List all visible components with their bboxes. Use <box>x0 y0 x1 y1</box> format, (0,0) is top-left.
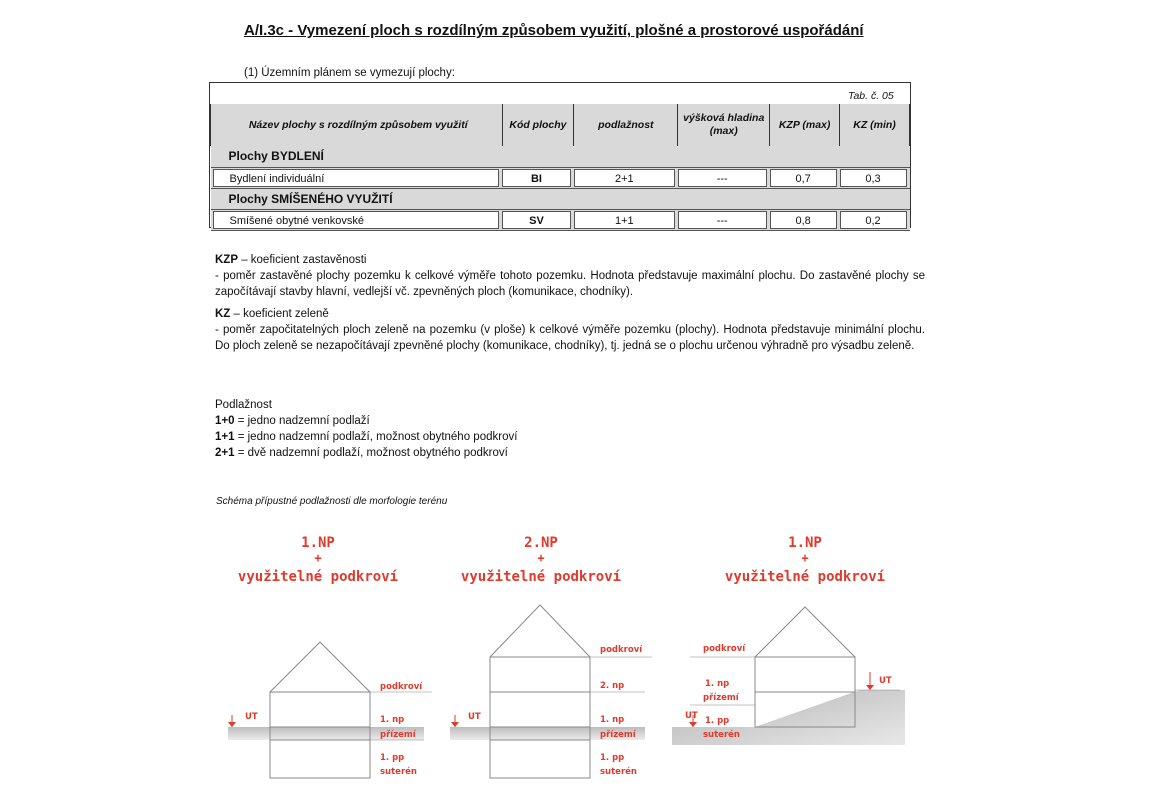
floors-code-1: 1+1 <box>215 431 235 443</box>
label-suteren-3: suterén <box>703 730 740 740</box>
group-label-bydleni: Plochy BYDLENÍ <box>211 146 910 167</box>
cell-code: SV <box>502 211 571 229</box>
diagram-2-top: 2.NP <box>524 535 558 551</box>
header-name: Název plochy s rozdílným způsobem využití <box>211 104 503 146</box>
floors-legend <box>215 397 925 461</box>
label-suteren-1: suterén <box>380 767 417 777</box>
intro-text: (1) Územním plánem se vymezují plochy: <box>244 67 455 79</box>
label-podkrovi-2: podkroví <box>600 645 643 655</box>
kzp-text: - poměr zastavěné plochy pozemku k celkové výměře tohoto pozemku. Hodnota představuje maximální plochu. Do zastavěné plochy se započítávají stavby hlavní, vedlejší vč. zpevněných ploch (komunikace, chodníky). <box>215 270 925 298</box>
kz-definition <box>215 306 925 354</box>
ut-label-3-right: UT <box>879 676 892 686</box>
cell-name: Bydlení individuální <box>213 169 500 187</box>
roof-1 <box>270 642 370 692</box>
table-group-row <box>211 188 910 209</box>
page-title: A/I.3c - Vymezení ploch s rozdílným způsobem využití, plošné a prostorové uspořádání <box>244 22 864 39</box>
zones-table <box>210 104 910 231</box>
label-1pp-2: 1. pp <box>600 753 625 763</box>
table-group-row <box>211 146 910 167</box>
diagram-1-plus: + <box>314 551 322 565</box>
diagram-3-plus: + <box>801 551 809 565</box>
ut-label-2: UT <box>468 712 481 722</box>
floors-text-1: = jedno nadzemní podlaží, možnost obytného podkroví <box>234 431 518 443</box>
cell-floors: 1+1 <box>574 211 675 229</box>
diagram-1-top: 1.NP <box>301 535 335 551</box>
diagram-2-plus: + <box>537 551 545 565</box>
cell-height: --- <box>678 169 767 187</box>
house-2 <box>490 657 590 778</box>
diagram-2-bottom: využitelné podkroví <box>460 569 622 585</box>
kz-text: - poměr započitatelných ploch zeleně na pozemku (v ploše) k celkové výměře pozemku (plochy). Hodnota představuje minimální plochu. Do ploch zeleně se nezapočítávají zpevněné plochy (komunikace, chodníky), tj. jedná se o plochu určenou výhradně pro výsadbu zeleně. <box>215 324 925 352</box>
kz-term: KZ <box>215 308 231 320</box>
diagram-2 <box>450 535 652 778</box>
cell-kzp: 0,8 <box>770 211 837 229</box>
table-number: Tab. č. 05 <box>848 90 894 102</box>
label-1np-1: 1. np <box>380 715 405 725</box>
header-height: výšková hladina (max) <box>678 104 770 146</box>
label-2np-2: 2. np <box>600 681 625 691</box>
cell-code: BI <box>502 169 571 187</box>
table-row <box>211 209 910 230</box>
header-kzp: KZP (max) <box>770 104 840 146</box>
cell-height: --- <box>678 211 767 229</box>
floors-code-0: 1+0 <box>215 415 235 427</box>
floors-code-2: 2+1 <box>215 447 235 459</box>
label-1pp-1: 1. pp <box>380 753 405 763</box>
diagram-3-bottom: využitelné podkroví <box>724 569 886 585</box>
cell-kz: 0,2 <box>840 211 907 229</box>
label-1pp-3: 1. pp <box>705 716 730 726</box>
header-kz: KZ (min) <box>840 104 910 146</box>
kzp-def: – koeficient zastavěnosti <box>238 254 367 266</box>
ut-label-1: UT <box>245 712 258 722</box>
floors-heading: Podlažnost <box>215 399 272 411</box>
cell-kz: 0,3 <box>840 169 907 187</box>
header-code: Kód plochy <box>502 104 574 146</box>
label-prizemi-2: přízemí <box>600 730 636 740</box>
table-row <box>211 167 910 188</box>
label-podkrovi-1: podkroví <box>380 682 423 692</box>
diagram-1 <box>228 535 432 778</box>
label-podkrovi-3: podkroví <box>703 644 746 654</box>
group-label-smisene: Plochy SMÍŠENÉHO VYUŽITÍ <box>211 188 910 209</box>
table-header-row <box>211 104 910 146</box>
cell-name: Smíšené obytné venkovské <box>213 211 500 229</box>
diagram-3-top: 1.NP <box>788 535 822 551</box>
label-1np-3: 1. np <box>705 679 730 689</box>
diagram-3 <box>672 535 905 745</box>
kzp-definition <box>215 252 925 300</box>
floor-schema-diagram <box>0 530 1162 800</box>
label-1np-2: 1. np <box>600 715 625 725</box>
label-prizemi-1: přízemí <box>380 730 416 740</box>
floors-text-0: = jedno nadzemní podlaží <box>234 415 370 427</box>
label-suteren-2: suterén <box>600 767 637 777</box>
ut-label-3-left: UT <box>685 711 698 721</box>
roof-2 <box>490 605 590 657</box>
header-floors: podlažnost <box>574 104 678 146</box>
roof-3 <box>755 607 855 657</box>
kz-def: – koeficient zeleně <box>230 308 329 320</box>
schema-caption: Schéma přípustné podlažnosti dle morfologie terénu <box>216 496 448 507</box>
kzp-term: KZP <box>215 254 238 266</box>
cell-kzp: 0,7 <box>770 169 837 187</box>
label-prizemi-3: přízemí <box>703 693 739 703</box>
cell-floors: 2+1 <box>574 169 675 187</box>
floors-text-2: = dvě nadzemní podlaží, možnost obytného podkroví <box>234 447 508 459</box>
diagram-1-bottom: využitelné podkroví <box>237 569 399 585</box>
